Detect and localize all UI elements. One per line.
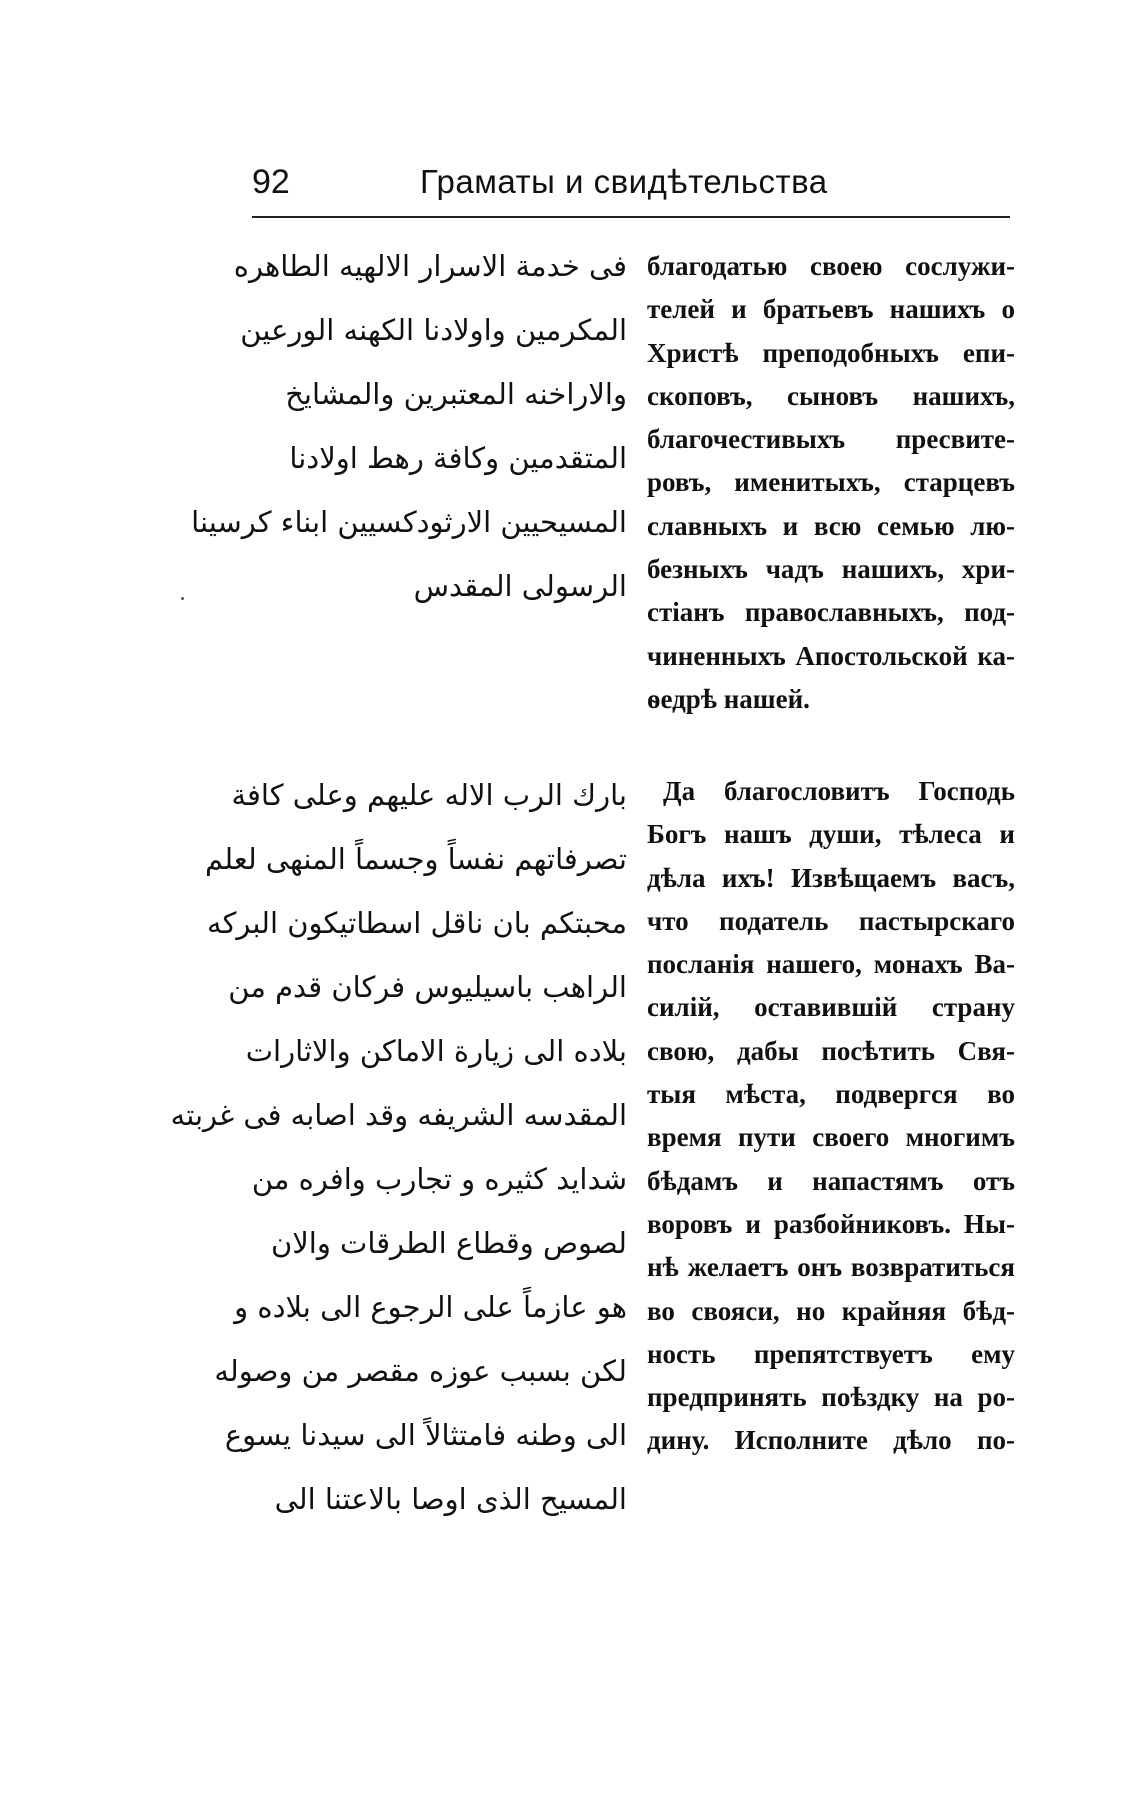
russian-line: скоповъ, сыновъ нашихъ, [647, 380, 1015, 411]
arabic-line: الراهب باسيليوس فركان قدم من [228, 970, 627, 1004]
russian-line: посланія нашего, монахъ Ва- [647, 949, 1015, 980]
russian-line: чиненныхъ Апостольской ка- [647, 640, 1015, 671]
russian-line: благочестивыхъ пресвите- [647, 424, 1015, 455]
arabic-line: الرسولى المقدس [413, 569, 627, 603]
russian-line: свою, дабы посѣтить Свя- [647, 1035, 1015, 1066]
russian-line: благодатью своею сослужи- [647, 251, 1015, 281]
russian-line: ѳедрѣ нашей. [647, 683, 810, 714]
russian-line: Богъ нашъ души, тѣлеса и [647, 819, 1015, 850]
russian-line: нѣ желаетъ онъ возвратиться [647, 1252, 1015, 1283]
arabic-line: المكرمين واولادنا الكهنه الورعين [240, 313, 627, 347]
russian-line: Да благословитъ Господь [663, 776, 1015, 806]
russian-line: тыя мѣста, подвергся во [647, 1079, 1015, 1110]
arabic-line: بلاده الى زيارة الاماكن والاثارات [245, 1034, 627, 1068]
russian-line: предпринять поѣздку на ро- [647, 1382, 1015, 1413]
arabic-line: المسيح الذى اوصا بالاعتنا الى [274, 1482, 627, 1516]
arabic-line: لكن بسبب عوزه مقصر من وصوله [214, 1354, 627, 1388]
arabic-paragraph-2 [170, 763, 627, 1531]
russian-line: во свояси, но крайняя бѣд- [647, 1295, 1015, 1326]
russian-line: бѣдамъ и напастямъ отъ [647, 1165, 1015, 1196]
arabic-line: المسيحيين الارثودكسيين ابناء كرسينا [191, 505, 627, 539]
scan-speck [181, 597, 184, 600]
arabic-line: فى خدمة الاسرار الالهيه الطاهره [233, 249, 627, 283]
russian-line: силій, оставившій страну [647, 992, 1015, 1023]
russian-line: что податель пастырскаго [647, 905, 1015, 936]
russian-line: дѣла ихъ! Извѣщаемъ васъ, [647, 862, 1015, 893]
russian-line: стіанъ православныхъ, под- [647, 597, 1015, 628]
running-title: Граматы и свидѣтельства [420, 163, 828, 200]
russian-line: телей и братьевъ нашихъ о [647, 294, 1015, 325]
arabic-line: والاراخنه المعتبرين والمشايخ [285, 377, 627, 411]
arabic-line: الى وطنه فامتثالاً الى سيدنا يسوع [224, 1418, 627, 1452]
russian-line: воровъ и разбойниковъ. Ны- [647, 1208, 1015, 1239]
russian-paragraph-2 [647, 770, 1015, 1463]
arabic-line: بارك الرب الاله عليهم وعلى كافة [231, 778, 627, 812]
arabic-line: شدايد كثيره و تجارب وافره من [251, 1162, 627, 1196]
arabic-paragraph-1 [191, 234, 627, 618]
arabic-line: محبتكم بان ناقل اسطاتيكون البركه [207, 906, 627, 940]
russian-line: ность препятствуетъ ему [647, 1338, 1015, 1369]
russian-line: Христѣ преподобныхъ епи- [647, 337, 1015, 368]
arabic-line: هو عازماً على الرجوع الى بلاده و [234, 1290, 627, 1324]
russian-line: славныхъ и всю семью лю- [647, 510, 1015, 541]
page-number: 92 [252, 163, 290, 201]
page-header [252, 160, 1010, 218]
russian-line: время пути своего многимъ [647, 1122, 1015, 1153]
arabic-line: المتقدمين وكافة رهط اولادنا [289, 441, 627, 475]
russian-line: дину. Исполните дѣло по- [647, 1425, 1015, 1456]
arabic-line: المقدسه الشريفه وقد اصابه فى غربته [170, 1098, 627, 1132]
arabic-line: تصرفاتهم نفساً وجسماً المنهى لعلم [204, 842, 627, 876]
russian-paragraph-1 [647, 245, 1015, 721]
russian-line: ровъ, именитыхъ, старцевъ [647, 467, 1015, 498]
arabic-line: لصوص وقطاع الطرقات والان [270, 1226, 627, 1260]
russian-line: безныхъ чадъ нашихъ, хри- [647, 554, 1015, 585]
